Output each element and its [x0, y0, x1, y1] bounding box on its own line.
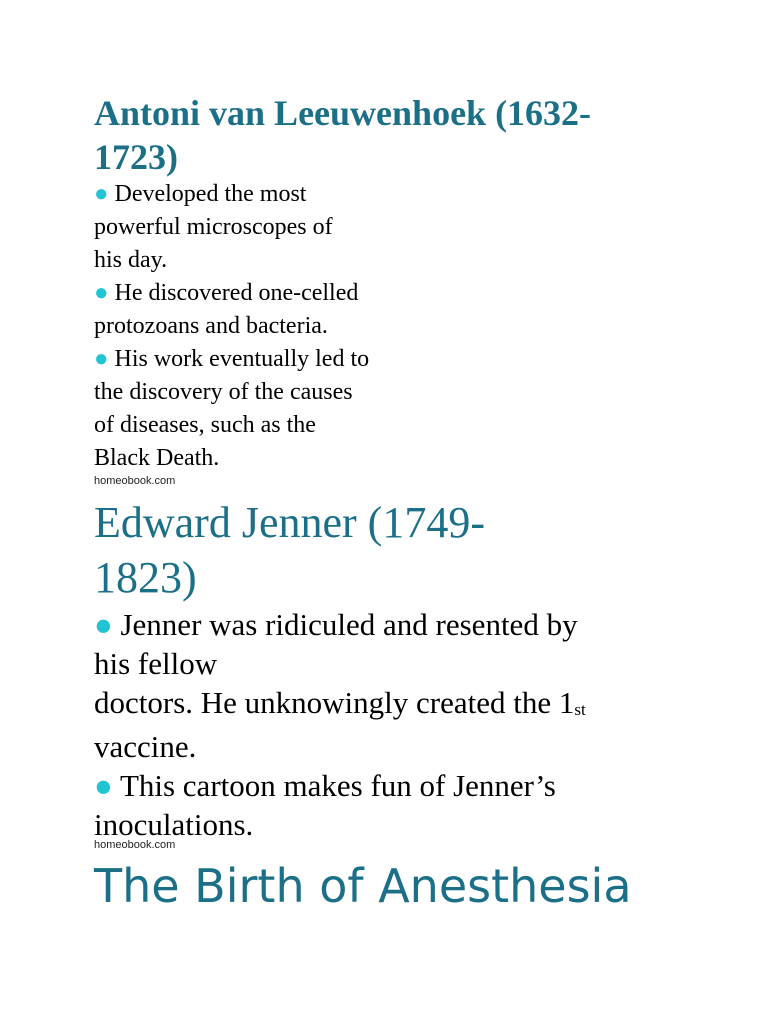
section-title-anesthesia: The Birth of Anesthesia: [94, 859, 632, 913]
bullet-icon: ●: [94, 768, 113, 803]
list-item-line: of diseases, such as the: [94, 412, 316, 438]
list-item-line: inoculations.: [94, 807, 254, 842]
list-item: ● Jenner was ridiculed and resented by: [94, 607, 578, 642]
section-title-jenner: [94, 495, 485, 605]
title-line: Edward Jenner (1749-: [94, 498, 485, 547]
title-line: Antoni van Leeuwenhoek (1632-: [94, 93, 592, 133]
list-item-line: the discovery of the causes: [94, 379, 353, 405]
bullet-icon: ●: [94, 607, 113, 642]
ordinal-suffix: st: [574, 700, 586, 719]
list-item-line: vaccine.: [94, 729, 197, 764]
image-credit: homeobook.com: [94, 475, 176, 487]
list-item: ● His work eventually led to: [94, 346, 370, 372]
list-item-line: doctors. He unknowingly created the 1st: [94, 685, 586, 720]
bullet-icon: ●: [94, 346, 109, 372]
list-item-line: Black Death.: [94, 445, 220, 471]
list-item: ● Developed the most: [94, 181, 307, 207]
section-title-leeuwenhoek: [94, 91, 591, 179]
list-item: ● This cartoon makes fun of Jenner’s: [94, 768, 556, 803]
bullet-icon: ●: [94, 280, 109, 306]
image-credit: homeobook.com: [94, 839, 176, 851]
title-line: 1723): [94, 137, 178, 177]
title-line: 1823): [94, 553, 197, 602]
list-item-line: his fellow: [94, 646, 218, 681]
list-item-line: powerful microscopes of: [94, 214, 333, 240]
bullet-list: [94, 178, 369, 475]
list-item-line: protozoans and bacteria.: [94, 313, 328, 339]
list-item-line: his day.: [94, 247, 168, 273]
bullet-list: [94, 605, 586, 844]
list-item: ● He discovered one-celled: [94, 280, 359, 306]
bullet-icon: ●: [94, 181, 109, 207]
